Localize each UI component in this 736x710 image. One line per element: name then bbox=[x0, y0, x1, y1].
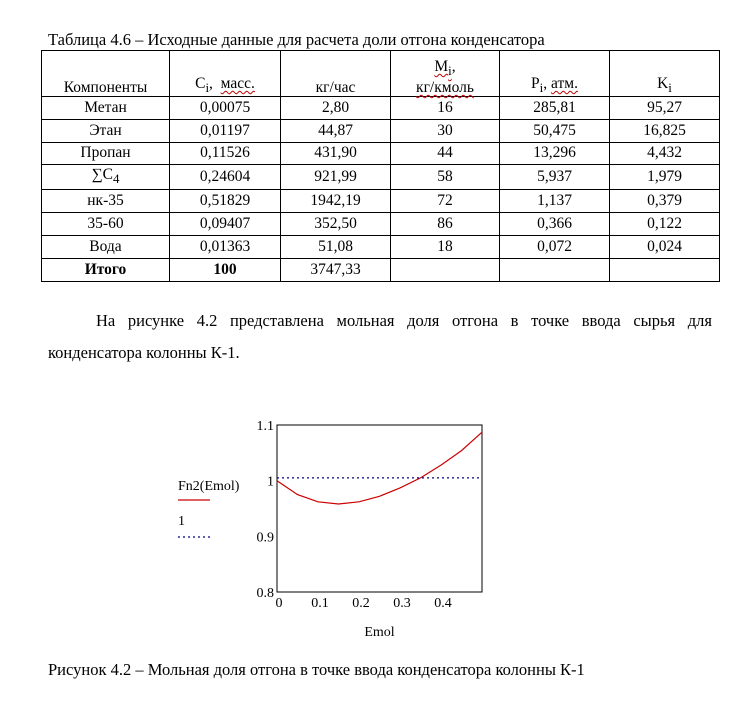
cell-empty bbox=[610, 258, 720, 281]
cell-mi: 16 bbox=[391, 97, 500, 120]
cell-kg: 1942,19 bbox=[281, 190, 391, 213]
cell-empty bbox=[391, 258, 500, 281]
mole-fraction-chart bbox=[170, 408, 500, 648]
x-tick-label: 0.4 bbox=[434, 596, 452, 611]
cell-name: нк-35 bbox=[42, 190, 170, 213]
table-row bbox=[42, 213, 720, 236]
header-mass-flow: кг/час bbox=[281, 51, 391, 97]
cell-ki: 16,825 bbox=[610, 119, 720, 142]
cell-mi: 30 bbox=[391, 119, 500, 142]
y-tick-label: 0.9 bbox=[256, 530, 274, 546]
table-row bbox=[42, 119, 720, 142]
cell-name: Метан bbox=[42, 97, 170, 120]
cell-name: Этан bbox=[42, 119, 170, 142]
cell-pi: 0,072 bbox=[500, 236, 610, 259]
header-pi: $P_i$, атм. bbox=[500, 51, 610, 97]
table-header-row bbox=[42, 51, 720, 97]
table-row bbox=[42, 165, 720, 190]
cell-mi: 44 bbox=[391, 142, 500, 165]
table-caption: Таблица 4.6 – Исходные данные для расчета доли отгона конденсатора bbox=[48, 30, 545, 49]
cell-mi: 72 bbox=[391, 190, 500, 213]
cell-empty bbox=[500, 258, 610, 281]
cell-mi: 18 bbox=[391, 236, 500, 259]
table-row bbox=[42, 97, 720, 120]
data-table bbox=[41, 50, 720, 282]
cell-pi: 285,81 bbox=[500, 97, 610, 120]
legend-label-constant: 1 bbox=[178, 514, 185, 529]
cell-ki: 0,024 bbox=[610, 236, 720, 259]
table-total-row bbox=[42, 258, 720, 281]
cell-ki: 95,27 bbox=[610, 97, 720, 120]
table-row bbox=[42, 190, 720, 213]
x-tick-label: 0.1 bbox=[311, 596, 329, 611]
x-tick-label: 0 bbox=[275, 596, 283, 611]
legend-label-fn2: Fn2(Emol) bbox=[178, 479, 240, 494]
cell-ci: 0,11526 bbox=[170, 142, 281, 165]
cell-pi: 13,296 bbox=[500, 142, 610, 165]
cell-ci: 0,00075 bbox=[170, 97, 281, 120]
cell-ci: 0,01363 bbox=[170, 236, 281, 259]
cell-name: Пропан bbox=[42, 142, 170, 165]
cell-kg: 431,90 bbox=[281, 142, 391, 165]
cell-ci: 0,09407 bbox=[170, 213, 281, 236]
cell-kg: 921,99 bbox=[281, 165, 391, 190]
series-line-fn2 bbox=[277, 432, 482, 504]
cell-kg: 2,80 bbox=[281, 97, 391, 120]
header-ci: $C_i$, масс. bbox=[170, 51, 281, 97]
cell-name: $\sum C_4$ bbox=[42, 165, 170, 190]
header-component: Компоненты bbox=[42, 51, 170, 97]
cell-total-ci: 100 bbox=[170, 258, 281, 281]
cell-ki: 0,122 bbox=[610, 213, 720, 236]
header-ki: $K_i$ bbox=[610, 51, 720, 97]
cell-name: 35-60 bbox=[42, 213, 170, 236]
cell-ci: 0,24604 bbox=[170, 165, 281, 190]
cell-pi: 1,137 bbox=[500, 190, 610, 213]
cell-mi: 58 bbox=[391, 165, 500, 190]
figure-caption: Рисунок 4.2 – Мольная доля отгона в точке ввода конденсатора колонны К-1 bbox=[48, 660, 585, 679]
x-tick-label: 0.3 bbox=[393, 596, 411, 611]
cell-kg: 51,08 bbox=[281, 236, 391, 259]
cell-mi: 86 bbox=[391, 213, 500, 236]
body-paragraph: На рисунке 4.2 представлена мольная доля отгона в точке ввода сырья для конденсатора колонны К-1. bbox=[48, 311, 712, 362]
cell-pi: 50,475 bbox=[500, 119, 610, 142]
cell-pi: 0,366 bbox=[500, 213, 610, 236]
cell-ki: 0,379 bbox=[610, 190, 720, 213]
cell-ki: 4,432 bbox=[610, 142, 720, 165]
cell-ci: 0,01197 bbox=[170, 119, 281, 142]
x-axis-label: Emol bbox=[364, 625, 395, 640]
y-tick-label: 1.1 bbox=[256, 419, 274, 434]
cell-name: Вода bbox=[42, 236, 170, 259]
plot-frame bbox=[277, 425, 482, 592]
cell-kg: 352,50 bbox=[281, 213, 391, 236]
cell-total-name: Итого bbox=[42, 258, 170, 281]
y-tick-label: 1 bbox=[267, 474, 274, 490]
x-tick-label: 0.2 bbox=[352, 596, 370, 611]
cell-kg: 44,87 bbox=[281, 119, 391, 142]
table-row bbox=[42, 236, 720, 259]
table-row bbox=[42, 142, 720, 165]
cell-total-kg: 3747,33 bbox=[281, 258, 391, 281]
cell-pi: 5,937 bbox=[500, 165, 610, 190]
cell-ki: 1,979 bbox=[610, 165, 720, 190]
header-mi: $M_i$, кг/кмоль bbox=[391, 51, 500, 97]
cell-ci: 0,51829 bbox=[170, 190, 281, 213]
y-tick-label: 0.8 bbox=[256, 586, 274, 601]
